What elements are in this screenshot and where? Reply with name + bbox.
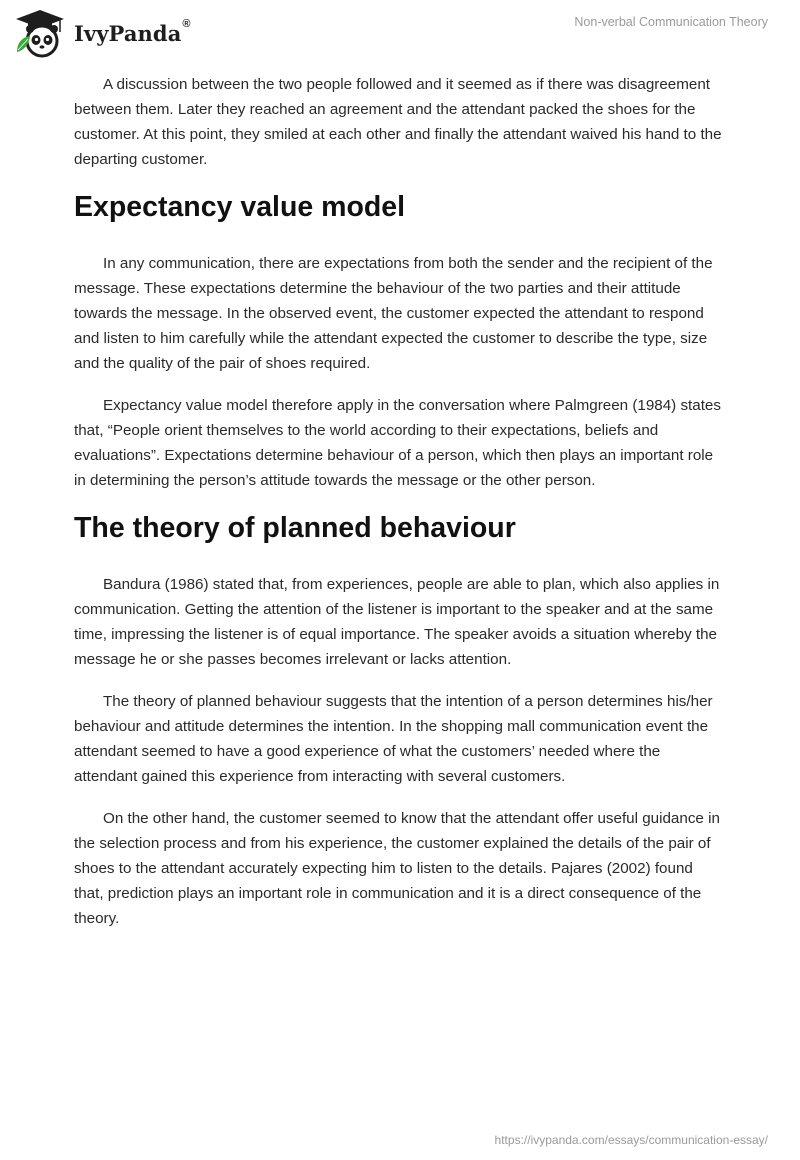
paragraph: A discussion between the two people followed and it seemed as if there was disagreement between them. Later they reached an agreement and the attendant packed the shoes for the customer. At this point, they smiled at each other and finally the attendant waived his hand to the departing customer.	[74, 76, 722, 168]
paragraph: The theory of planned behaviour suggests that the intention of a person determines his/her behaviour and attitude determines the intention. In the shopping mall communication event the attendant seemed to have a good experience of what the customers’ needed where the attendant gained this experience from interacting with several customers.	[74, 693, 713, 785]
paragraph: In any communication, there are expectations from both the sender and the recipient of the message. These expectations determine the behaviour of the two parties and their attitude towards the message. In the observed event, the customer expected the attendant to respond and listen to him carefully while the attendant expected the customer to describe the type, size and the quality of the pair of shoes required.	[74, 255, 713, 372]
source-url[interactable]: https://ivypanda.com/essays/communication-essay/	[494, 1133, 768, 1147]
paragraph: Expectancy value model therefore apply in the conversation where Palmgreen (1984) states that, “People orient themselves to the world according to their expectations, beliefs and evaluations”. Expectations determine behaviour of a person, which then plays an important role in determining the person’s attitude towards the message or the other person.	[74, 397, 721, 489]
logo-text: IvyPanda®	[74, 17, 191, 46]
document-title: Non-verbal Communication Theory	[574, 15, 768, 29]
paragraph: Bandura (1986) stated that, from experiences, people are able to plan, which also applies in communication. Getting the attention of the listener is important to the speaker and at the same time, impressing the listener is of equal importance. The speaker avoids a situation whereby the message he or she passes becomes irrelevant or lacks attention.	[74, 576, 720, 668]
ivypanda-logo[interactable]	[14, 8, 191, 58]
panda-graduate-icon	[14, 8, 66, 58]
page-header	[0, 0, 800, 68]
section-heading: Expectancy value model	[74, 191, 406, 223]
section-heading: The theory of planned behaviour	[74, 512, 516, 544]
paragraph: On the other hand, the customer seemed to know that the attendant offer useful guidance in the selection process and from his experience, the customer explained the details of the pair of shoes to the attendant accurately expecting him to listen to the details. Pajares (2002) found that, prediction plays an important role in communication and it is a direct consequence of the theory.	[74, 810, 720, 927]
essay-body	[74, 72, 726, 948]
